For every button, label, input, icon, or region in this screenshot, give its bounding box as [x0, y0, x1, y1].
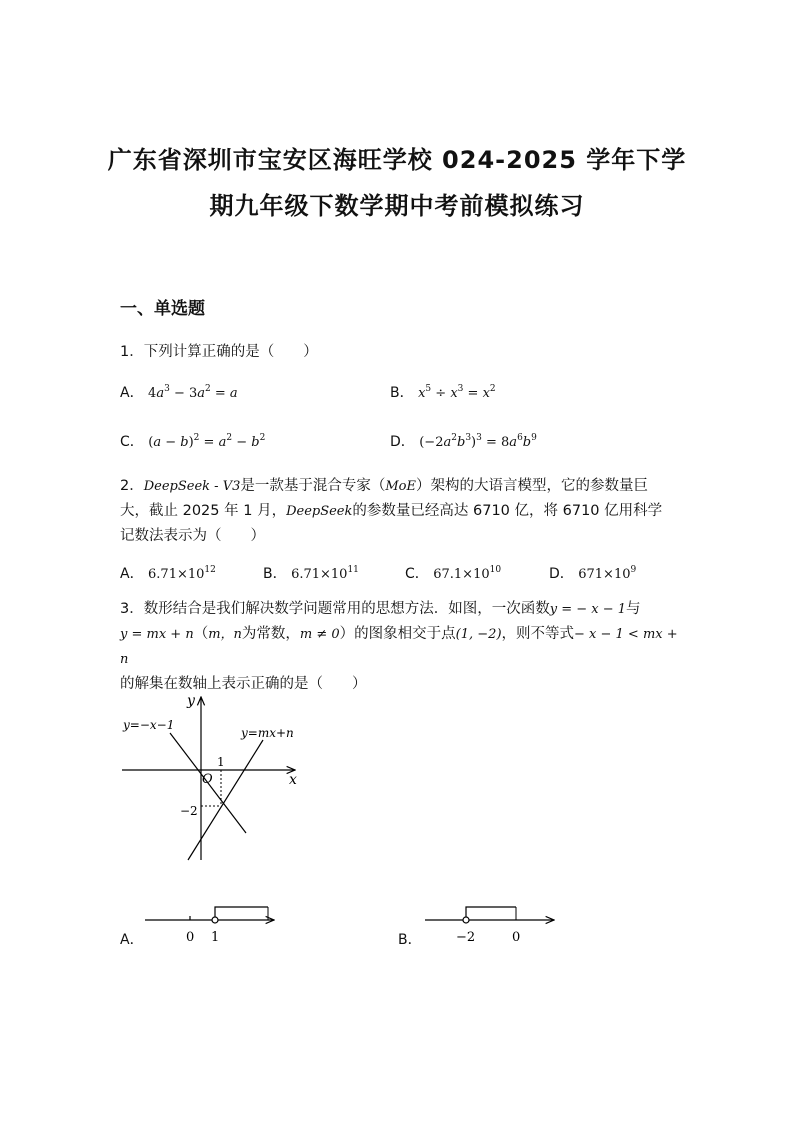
math-deepseek-v3: DeepSeek - V3 [143, 479, 241, 494]
x-axis-label: x [289, 772, 297, 788]
option-label: B． [390, 385, 414, 401]
line-y-mx-plus-n [188, 740, 263, 860]
option-expression: $6.71\times 10^{12}$ [148, 565, 216, 582]
option-expression: $67.1\times 10^{10}$ [433, 565, 502, 582]
q2-text-1: 是一款基于混合专家（ [240, 478, 386, 494]
math-point: (1, −2) [455, 627, 502, 642]
q1-option-d[interactable] [390, 431, 537, 451]
q1-option-b[interactable] [390, 382, 496, 402]
tick-label-1: 1 [211, 930, 220, 945]
q3-text-7: 的解集在数轴上表示正确的是（ ） [120, 676, 367, 692]
q3-option-a-label[interactable]: A． [120, 932, 144, 948]
math-deepseek: DeepSeek [286, 504, 353, 519]
q3-option-b-number-line[interactable] [420, 900, 570, 948]
y-axis-label: y [187, 693, 195, 709]
q2-text-2: ）架构的大语言模型，它的参数量巨 [416, 478, 648, 494]
question-3-stem [120, 597, 680, 696]
option-label: D． [390, 434, 415, 450]
math-moe: MoE [385, 479, 416, 494]
option-expression: $4a^3 - 3a^2 = a$ [148, 384, 238, 401]
function-graph [115, 685, 315, 870]
q3-text-3: （ [193, 626, 209, 642]
math-function-2: y = mx + n [120, 627, 194, 642]
question-1-stem: 1．下列计算正确的是（ ） [120, 344, 318, 360]
q2-option-a[interactable] [120, 563, 216, 583]
option-label: A． [120, 566, 144, 582]
tick-label-neg2: −2 [456, 930, 476, 945]
origin-label: O [202, 772, 213, 787]
open-circle [463, 917, 469, 923]
math-m-n: m，n [208, 627, 242, 642]
q2-text-4: 的参数量已经高达 6710 亿，将 6710 亿用科学 [352, 503, 663, 519]
math-function-1: y = − x − 1 [549, 602, 627, 617]
question-2-stem [120, 474, 680, 548]
solution-ray [215, 907, 268, 917]
option-label: D． [549, 566, 574, 582]
q1-option-c[interactable] [120, 431, 265, 451]
tick-label-0: 0 [512, 930, 521, 945]
line-2-label: y=mx+n [241, 726, 294, 740]
option-expression: $6.71\times 10^{11}$ [291, 565, 359, 582]
section-heading: 一、单选题 [120, 299, 205, 319]
math-inequality: − x − 1 < mx + n [120, 627, 678, 667]
solution-segment [466, 907, 516, 917]
q3-option-a-number-line[interactable] [140, 900, 290, 948]
option-label: A． [120, 385, 144, 401]
q2-text-5: 记数法表示为（ ） [120, 528, 265, 544]
q2-number: 2． [120, 478, 144, 494]
q2-option-c[interactable] [405, 563, 501, 583]
q3-text-4: 为常数， [241, 626, 300, 642]
open-circle [212, 917, 218, 923]
q3-text-1: 3．数形结合是我们解决数学问题常用的思想方法．如图，一次函数 [120, 601, 550, 617]
option-label: C． [405, 566, 429, 582]
q2-text-3: 大，截止 2025 年 1 月， [120, 503, 287, 519]
q2-option-b[interactable] [263, 563, 359, 583]
option-label: C． [120, 434, 144, 450]
q1-option-a[interactable] [120, 382, 238, 402]
q3-text-2: 与 [626, 601, 641, 617]
option-label: B． [263, 566, 287, 582]
q3-option-b-label[interactable]: B． [398, 932, 422, 948]
q3-text-5: ）的图象相交于点 [339, 626, 456, 642]
q3-text-6: ，则不等式 [501, 626, 575, 642]
option-expression: $x^5 \div x^3 = x^2$ [418, 384, 496, 401]
page-title-line-2: 期九年级下数学期中考前模拟练习 [209, 192, 585, 220]
line-1-label: y=−x−1 [123, 718, 175, 732]
math-condition: m ≠ 0 [299, 627, 340, 642]
x-tick-label: 1 [217, 755, 225, 769]
option-expression: $(a - b)^2 = a^2 - b^2$ [148, 433, 266, 450]
option-expression: $671\times 10^9$ [578, 565, 637, 582]
q2-option-d[interactable] [549, 563, 636, 583]
option-expression: $(-2a^2b^3)^3 = 8a^6b^9$ [419, 433, 537, 450]
tick-label-0: 0 [186, 930, 195, 945]
page-title-line-1: 广东省深圳市宝安区海旺学校 024-2025 学年下学 [107, 146, 687, 174]
y-tick-label: −2 [180, 804, 198, 818]
